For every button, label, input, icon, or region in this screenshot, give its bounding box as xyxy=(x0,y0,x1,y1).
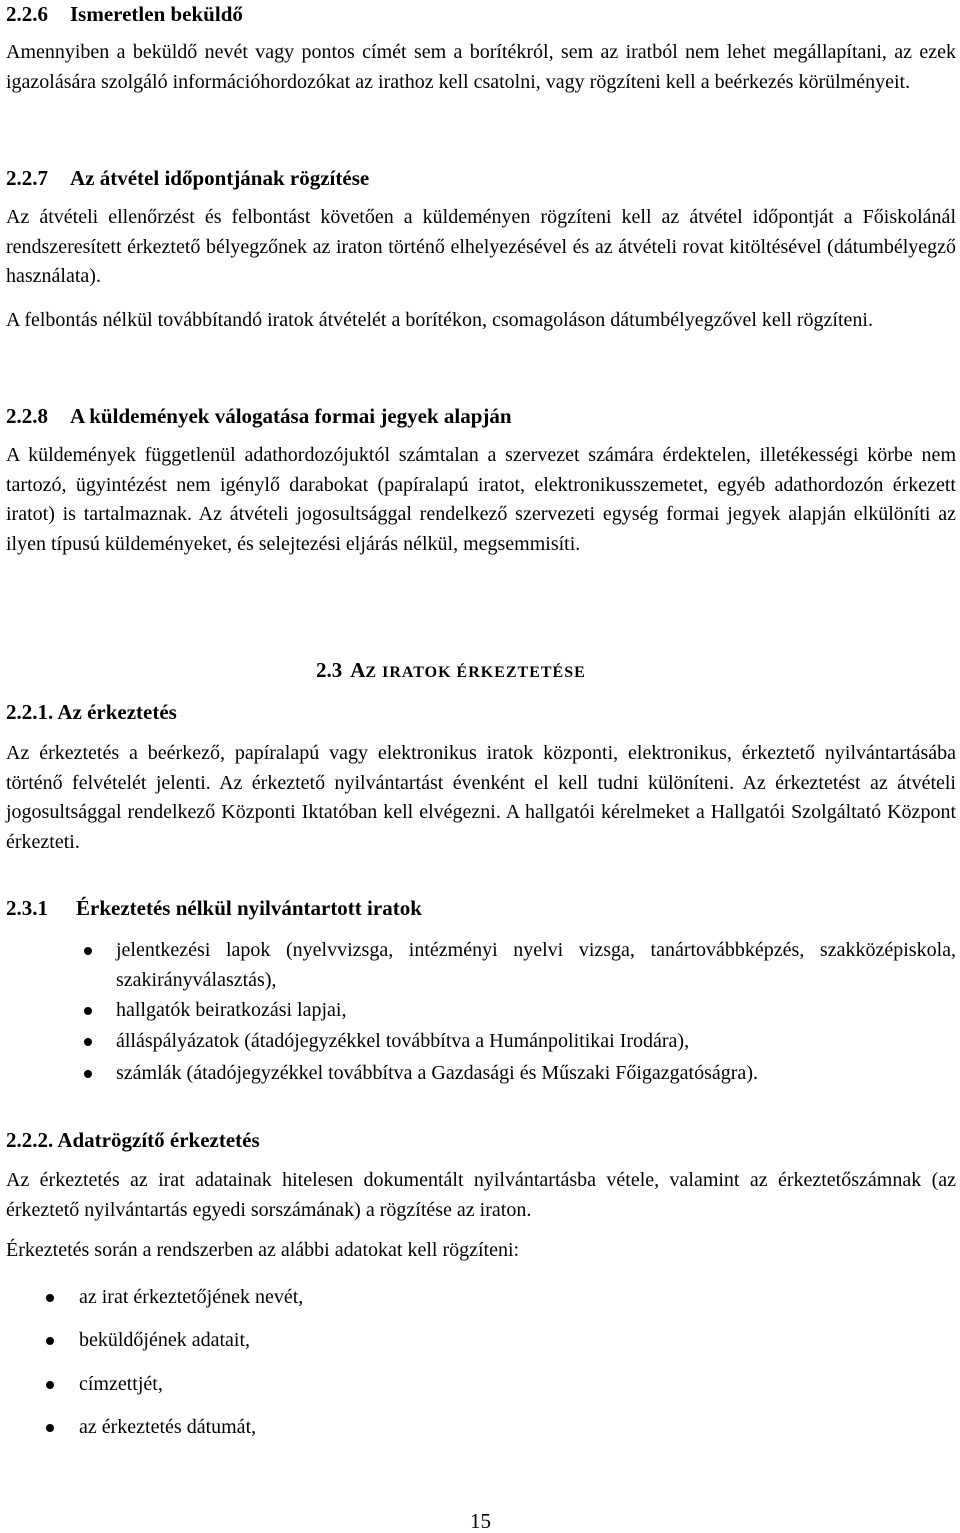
bullet-icon xyxy=(46,1337,54,1345)
page-number: 15 xyxy=(470,1509,491,1533)
heading-title: Ismeretlen beküldő xyxy=(70,2,243,26)
heading-number: 2.2.7 xyxy=(6,166,48,190)
list-item-text: jelentkezési lapok (nyelvvizsga, intézményi nyelvi vizsga, tanártovábbképzés, szakközépiskola, szakirányválasztás), xyxy=(116,939,956,991)
paragraph-2-2-2-b: Érkeztetés során a rendszerben az alábbi adatokat kell rögzíteni: xyxy=(6,1239,520,1261)
heading-number: 2.3 xyxy=(316,658,343,682)
paragraph-2-2-1: Az érkeztetés a beérkező, papíralapú vagy elektronikus iratok központi, elektronikus, érkeztető nyilvántartásába történő felvételét jelenti. Az érkeztető nyilvántartást évenként el kell tudni különíteni. Az érkeztetést az átvételi jogosultsággal rendelkező Központi Iktatóban kell elvégezni. A hallgatói kérelmeket a Hallgatói Szolgáltató Központ érkezteti. xyxy=(6,742,956,853)
paragraph-2-2-8: A küldemények függetlenül adathordozójuktól számtalan a szervezet számára érdektelen, illetékességi körbe nem tartozó, ügyintézést nem igénylő darabokat (papíralapú iratot, elektronikusszemetet, egyéb adathordozón érkezett iratot) is tartalmaznak. Az átvételi jogosultsággal rendelkező szervezeti egység formai jegyek alapján elkülöníti az ilyen típusú küldeményeket, és selejtezési eljárás nélkül, megsemmisíti. xyxy=(6,444,956,555)
heading-2-2-2: 2.2.2. Adatrögzítő érkeztetés xyxy=(6,1128,260,1152)
list-item xyxy=(6,996,956,1026)
bullet-icon xyxy=(46,1294,54,1302)
paragraph-2-2-7-b: A felbontás nélkül továbbítandó iratok átvételét a borítékon, csomagoláson dátumbélyegzővel kell rögzíteni. xyxy=(6,309,873,331)
paragraph-2-2-7-a: Az átvételi ellenőrzést és felbontást követően a küldeményen rögzíteni kell az átvétel időpontját a Főiskolánál rendszeresített érkeztető bélyegzőnek az iraton történő elhelyezésével és az átvételi rovat kitöltésével (dátumbélyegző használata). xyxy=(6,206,956,287)
list-item xyxy=(6,1413,956,1443)
list-item xyxy=(6,1283,956,1313)
list-item-text: számlák (átadójegyzékkel továbbítva a Gazdasági és Műszaki Főigazgatóságra). xyxy=(116,1062,758,1084)
bullet-icon xyxy=(46,1381,54,1389)
heading-2-2-8 xyxy=(6,404,512,428)
bullet-icon xyxy=(84,947,92,955)
heading-2-2-1: 2.2.1. Az érkeztetés xyxy=(6,700,177,724)
heading-title: A küldemények válogatása formai jegyek alapján xyxy=(70,404,512,428)
heading-number: 2.2.6 xyxy=(6,2,48,26)
bullet-icon xyxy=(84,1038,92,1046)
heading-2-3-1 xyxy=(6,896,422,920)
paragraph-2-2-2-a: Az érkeztetés az irat adatainak hitelesen dokumentált nyilvántartásba vétele, valamint az érkeztetőszámnak (az érkeztető nyilvántartás egyedi sorszámának) a rögzítése az iraton. xyxy=(6,1169,956,1221)
list-item-text: álláspályázatok (átadójegyzékkel továbbítva a Humánpolitikai Irodára), xyxy=(116,1030,690,1052)
list-item-text: az irat érkeztetőjének nevét, xyxy=(79,1286,304,1308)
list-item xyxy=(6,1326,956,1356)
heading-title: Érkeztetés nélkül nyilvántartott iratok xyxy=(76,896,422,920)
heading-2-2-6 xyxy=(6,2,243,26)
heading-title-rest: Z IRATOK ÉRKEZTETÉSE xyxy=(365,664,586,681)
list-item xyxy=(6,1059,956,1089)
list-item xyxy=(6,1370,956,1400)
list-item xyxy=(6,936,956,996)
heading-2-3 xyxy=(316,658,586,685)
list-item-text: címzettjét, xyxy=(79,1373,163,1395)
heading-number: 2.2.8 xyxy=(6,404,48,428)
paragraph-2-2-6: Amennyiben a beküldő nevét vagy pontos címét sem a borítékról, sem az iratból nem lehet megállapítani, az ezek igazolására szolgáló információhordozókat az irathoz kell csatolni, vagy rögzíteni kell a beérkezés körülményeit. xyxy=(6,41,956,93)
bullet-icon xyxy=(84,1070,92,1078)
bullet-icon xyxy=(84,1007,92,1015)
list-item-text: beküldőjének adatait, xyxy=(79,1329,251,1351)
list-item-text: hallgatók beiratkozási lapjai, xyxy=(116,999,347,1021)
heading-2-2-7 xyxy=(6,166,369,190)
list-item xyxy=(6,1027,956,1057)
list-item-text: az érkeztetés dátumát, xyxy=(79,1416,257,1438)
heading-title: Az átvétel időpontjának rögzítése xyxy=(70,166,370,190)
heading-title-first: A xyxy=(350,658,366,682)
bullet-icon xyxy=(46,1424,54,1432)
heading-number: 2.3.1 xyxy=(6,896,48,920)
